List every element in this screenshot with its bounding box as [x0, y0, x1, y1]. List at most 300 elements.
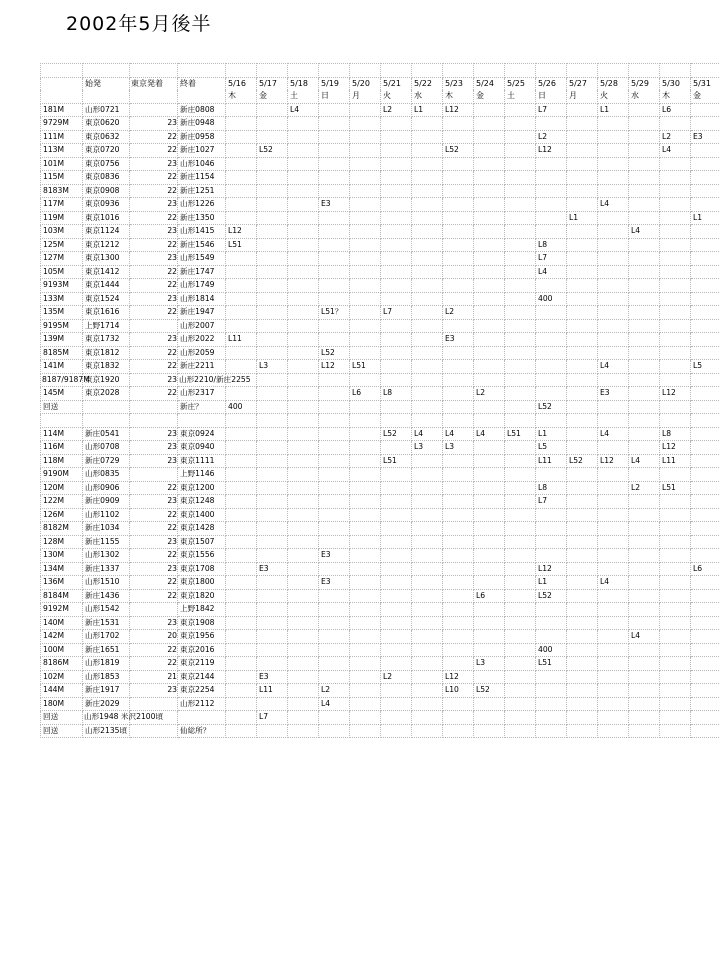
- assignment-cell: [567, 292, 598, 306]
- header-date: 5/23: [443, 77, 474, 90]
- origin: 山形1819: [83, 657, 130, 671]
- assignment-cell: [412, 643, 443, 657]
- assignment-cell: [629, 184, 660, 198]
- assignment-cell: [505, 549, 536, 563]
- assignment-cell: [691, 630, 719, 644]
- assignment-cell: [474, 117, 505, 131]
- header-weekday: 木: [443, 90, 474, 103]
- assignment-cell: [474, 184, 505, 198]
- table-row: [41, 549, 719, 563]
- header-date: 5/16: [226, 77, 257, 90]
- tokyo-track: 23: [130, 562, 178, 576]
- assignment-cell: [288, 319, 319, 333]
- blank-cell: [412, 64, 443, 78]
- assignment-cell: [226, 387, 257, 401]
- assignment-cell: [691, 400, 719, 414]
- assignment-cell: [443, 238, 474, 252]
- assignment-cell: [381, 630, 412, 644]
- assignment-cell: [691, 225, 719, 239]
- tokyo-track: 23: [130, 117, 178, 131]
- assignment-cell: [226, 630, 257, 644]
- header-weekday: 月: [350, 90, 381, 103]
- assignment-cell: [567, 562, 598, 576]
- assignment-cell: [319, 468, 350, 482]
- assignment-cell: [443, 184, 474, 198]
- table-row: [41, 225, 719, 239]
- assignment-cell: [629, 265, 660, 279]
- assignment-cell: [443, 292, 474, 306]
- header-weekday: 金: [691, 90, 719, 103]
- assignment-cell: [350, 211, 381, 225]
- assignment-cell: [505, 670, 536, 684]
- assignment-cell: [381, 117, 412, 131]
- assignment-cell: [443, 387, 474, 401]
- assignment-cell: [474, 643, 505, 657]
- assignment-cell: L10: [443, 684, 474, 698]
- assignment-cell: [629, 589, 660, 603]
- assignment-cell: [691, 441, 719, 455]
- assignment-cell: [350, 292, 381, 306]
- assignment-cell: [505, 522, 536, 536]
- assignment-cell: [443, 697, 474, 711]
- train-number: 128M: [41, 535, 83, 549]
- assignment-cell: [567, 535, 598, 549]
- assignment-cell: [474, 265, 505, 279]
- assignment-cell: L51: [350, 360, 381, 374]
- assignment-cell: [598, 522, 629, 536]
- assignment-cell: [474, 724, 505, 738]
- assignment-cell: [319, 522, 350, 536]
- assignment-cell: [598, 697, 629, 711]
- assignment-cell: [319, 130, 350, 144]
- assignment-cell: [288, 387, 319, 401]
- assignment-cell: [412, 360, 443, 374]
- assignment-cell: [257, 603, 288, 617]
- train-number: 105M: [41, 265, 83, 279]
- weekday-row: [41, 90, 719, 103]
- assignment-cell: [567, 252, 598, 266]
- assignment-cell: [319, 508, 350, 522]
- assignment-cell: [567, 711, 598, 725]
- assignment-cell: [474, 576, 505, 590]
- origin: 山形1702: [83, 630, 130, 644]
- assignment-cell: [412, 333, 443, 347]
- assignment-cell: [226, 117, 257, 131]
- assignment-cell: [288, 225, 319, 239]
- assignment-cell: [226, 252, 257, 266]
- origin: 山形2135頃: [83, 724, 130, 738]
- assignment-cell: [226, 576, 257, 590]
- tokyo-track: 23: [130, 535, 178, 549]
- assignment-cell: [567, 198, 598, 212]
- header-row: [41, 77, 719, 90]
- origin: 東京0632: [83, 130, 130, 144]
- assignment-cell: [381, 562, 412, 576]
- schedule-table: [40, 63, 719, 738]
- origin: 東京1524: [83, 292, 130, 306]
- assignment-cell: [226, 211, 257, 225]
- train-number: 114M: [41, 427, 83, 441]
- assignment-cell: L12: [443, 670, 474, 684]
- assignment-cell: [660, 117, 691, 131]
- table-row: [41, 535, 719, 549]
- assignment-cell: [691, 657, 719, 671]
- table-row: [41, 279, 719, 293]
- assignment-cell: [350, 643, 381, 657]
- assignment-cell: [226, 103, 257, 117]
- assignment-cell: [505, 441, 536, 455]
- assignment-cell: [660, 522, 691, 536]
- assignment-cell: [288, 495, 319, 509]
- assignment-cell: [226, 319, 257, 333]
- assignment-cell: [567, 130, 598, 144]
- train-number: 135M: [41, 306, 83, 320]
- train-number: 139M: [41, 333, 83, 347]
- assignment-cell: [691, 711, 719, 725]
- blank-cell: [691, 414, 719, 428]
- tokyo-track: 22: [130, 306, 178, 320]
- destination: 東京1507: [178, 535, 226, 549]
- table-row: [41, 724, 719, 738]
- origin: 新庄1155: [83, 535, 130, 549]
- destination: 新庄0958: [178, 130, 226, 144]
- assignment-cell: [412, 562, 443, 576]
- table-row: [41, 481, 719, 495]
- assignment-cell: [288, 373, 319, 387]
- assignment-cell: L8: [536, 481, 567, 495]
- assignment-cell: [536, 306, 567, 320]
- destination: 山形2317: [178, 387, 226, 401]
- assignment-cell: [319, 265, 350, 279]
- destination: 新庄0808: [178, 103, 226, 117]
- assignment-cell: [350, 576, 381, 590]
- table-row: [41, 616, 719, 630]
- assignment-cell: [226, 468, 257, 482]
- blank-cell: [660, 64, 691, 78]
- header-date: 5/19: [319, 77, 350, 90]
- origin: 山形1948 米沢2100頃: [83, 711, 130, 725]
- assignment-cell: [536, 697, 567, 711]
- assignment-cell: [474, 198, 505, 212]
- destination: 山形2210/新庄2255: [178, 373, 226, 387]
- assignment-cell: [629, 400, 660, 414]
- destination: 東京1400: [178, 508, 226, 522]
- assignment-cell: [288, 576, 319, 590]
- assignment-cell: [505, 589, 536, 603]
- tokyo-track: 22: [130, 481, 178, 495]
- table-row: [41, 454, 719, 468]
- assignment-cell: L3: [412, 441, 443, 455]
- train-number: 126M: [41, 508, 83, 522]
- assignment-cell: [288, 144, 319, 158]
- assignment-cell: [629, 711, 660, 725]
- assignment-cell: [598, 238, 629, 252]
- assignment-cell: [567, 441, 598, 455]
- assignment-cell: [350, 724, 381, 738]
- origin: 山形0721: [83, 103, 130, 117]
- assignment-cell: [505, 481, 536, 495]
- blank-cell: [474, 64, 505, 78]
- assignment-cell: [443, 346, 474, 360]
- train-number: 118M: [41, 454, 83, 468]
- assignment-cell: [319, 589, 350, 603]
- assignment-cell: [691, 171, 719, 185]
- assignment-cell: [629, 657, 660, 671]
- assignment-cell: [381, 508, 412, 522]
- assignment-cell: [412, 211, 443, 225]
- assignment-cell: L7: [536, 103, 567, 117]
- assignment-cell: L3: [443, 441, 474, 455]
- assignment-cell: L4: [598, 576, 629, 590]
- assignment-cell: [629, 670, 660, 684]
- assignment-cell: [536, 630, 567, 644]
- origin: 新庄0909: [83, 495, 130, 509]
- table-row: [41, 265, 719, 279]
- assignment-cell: [505, 697, 536, 711]
- destination: 東京2119: [178, 657, 226, 671]
- assignment-cell: [505, 319, 536, 333]
- assignment-cell: [536, 724, 567, 738]
- assignment-cell: [319, 103, 350, 117]
- tokyo-track: 22: [130, 360, 178, 374]
- assignment-cell: [598, 171, 629, 185]
- train-number: 8182M: [41, 522, 83, 536]
- header-date: 5/26: [536, 77, 567, 90]
- assignment-cell: [567, 522, 598, 536]
- assignment-cell: [412, 171, 443, 185]
- blank-cell: [567, 414, 598, 428]
- assignment-cell: [598, 319, 629, 333]
- assignment-cell: [288, 589, 319, 603]
- assignment-cell: [381, 697, 412, 711]
- assignment-cell: [598, 373, 629, 387]
- assignment-cell: [226, 144, 257, 158]
- header-date: 5/22: [412, 77, 443, 90]
- assignment-cell: [381, 184, 412, 198]
- destination: 東京1800: [178, 576, 226, 590]
- assignment-cell: [691, 198, 719, 212]
- assignment-cell: [691, 454, 719, 468]
- tokyo-track: 22: [130, 171, 178, 185]
- assignment-cell: L4: [629, 225, 660, 239]
- header-weekday: 水: [629, 90, 660, 103]
- origin: 東京1732: [83, 333, 130, 347]
- destination: 東京1248: [178, 495, 226, 509]
- header-weekday: 日: [319, 90, 350, 103]
- origin: 新庄0541: [83, 427, 130, 441]
- assignment-cell: L52: [319, 346, 350, 360]
- blank-cell: [474, 414, 505, 428]
- assignment-cell: [660, 495, 691, 509]
- assignment-cell: L4: [660, 144, 691, 158]
- train-number: 回送: [41, 724, 83, 738]
- assignment-cell: [474, 468, 505, 482]
- assignment-cell: [226, 711, 257, 725]
- assignment-cell: L1: [598, 103, 629, 117]
- assignment-cell: [660, 360, 691, 374]
- destination: 山形1415: [178, 225, 226, 239]
- assignment-cell: [629, 171, 660, 185]
- assignment-cell: [691, 144, 719, 158]
- assignment-cell: [381, 724, 412, 738]
- destination: 山形1749: [178, 279, 226, 293]
- assignment-cell: [412, 400, 443, 414]
- assignment-cell: [505, 306, 536, 320]
- destination: 山形1226: [178, 198, 226, 212]
- assignment-cell: L2: [536, 130, 567, 144]
- assignment-cell: [288, 630, 319, 644]
- assignment-cell: [474, 549, 505, 563]
- assignment-cell: [598, 630, 629, 644]
- assignment-cell: [350, 549, 381, 563]
- assignment-cell: [226, 589, 257, 603]
- assignment-cell: [474, 279, 505, 293]
- assignment-cell: [226, 616, 257, 630]
- assignment-cell: [443, 117, 474, 131]
- assignment-cell: [567, 630, 598, 644]
- assignment-cell: [226, 427, 257, 441]
- assignment-cell: [319, 427, 350, 441]
- assignment-cell: [536, 360, 567, 374]
- destination: 山形1046: [178, 157, 226, 171]
- assignment-cell: [319, 238, 350, 252]
- assignment-cell: [319, 157, 350, 171]
- assignment-cell: L12: [598, 454, 629, 468]
- header-weekday: 火: [598, 90, 629, 103]
- assignment-cell: [567, 346, 598, 360]
- destination: 上野1146: [178, 468, 226, 482]
- train-number: 180M: [41, 697, 83, 711]
- assignment-cell: [536, 184, 567, 198]
- assignment-cell: [474, 562, 505, 576]
- blank-cell: [567, 64, 598, 78]
- assignment-cell: [629, 346, 660, 360]
- assignment-cell: [319, 184, 350, 198]
- assignment-cell: [660, 468, 691, 482]
- train-number: 8186M: [41, 657, 83, 671]
- assignment-cell: [350, 103, 381, 117]
- table-row: [41, 333, 719, 347]
- assignment-cell: [474, 225, 505, 239]
- assignment-cell: [536, 535, 567, 549]
- assignment-cell: L52: [536, 400, 567, 414]
- assignment-cell: [226, 184, 257, 198]
- header-weekday: 日: [536, 90, 567, 103]
- assignment-cell: [443, 157, 474, 171]
- assignment-cell: 400: [536, 292, 567, 306]
- assignment-cell: [474, 454, 505, 468]
- assignment-cell: [443, 373, 474, 387]
- assignment-cell: [319, 630, 350, 644]
- blank-cell: [443, 64, 474, 78]
- assignment-cell: [443, 630, 474, 644]
- assignment-cell: [257, 643, 288, 657]
- assignment-cell: [381, 495, 412, 509]
- assignment-cell: L52: [381, 427, 412, 441]
- tokyo-track: 23: [130, 225, 178, 239]
- assignment-cell: E3: [598, 387, 629, 401]
- assignment-cell: [598, 441, 629, 455]
- assignment-cell: [257, 130, 288, 144]
- tokyo-track: 22: [130, 508, 178, 522]
- assignment-cell: [691, 306, 719, 320]
- assignment-cell: [598, 468, 629, 482]
- train-number: 181M: [41, 103, 83, 117]
- assignment-cell: [505, 468, 536, 482]
- assignment-cell: [350, 238, 381, 252]
- assignment-cell: [567, 603, 598, 617]
- header-end: 終着: [178, 77, 226, 90]
- assignment-cell: L4: [598, 198, 629, 212]
- assignment-cell: [567, 643, 598, 657]
- assignment-cell: [350, 508, 381, 522]
- blank-cell: [350, 414, 381, 428]
- assignment-cell: [660, 171, 691, 185]
- assignment-cell: [505, 265, 536, 279]
- assignment-cell: L52: [567, 454, 598, 468]
- assignment-cell: [505, 630, 536, 644]
- assignment-cell: [660, 603, 691, 617]
- assignment-cell: L1: [412, 103, 443, 117]
- assignment-cell: [412, 184, 443, 198]
- assignment-cell: [443, 171, 474, 185]
- assignment-cell: [691, 373, 719, 387]
- assignment-cell: [443, 252, 474, 266]
- assignment-cell: [288, 252, 319, 266]
- assignment-cell: [350, 711, 381, 725]
- blank-cell: [412, 414, 443, 428]
- assignment-cell: [691, 468, 719, 482]
- assignment-cell: [319, 603, 350, 617]
- assignment-cell: [288, 265, 319, 279]
- train-number: 9193M: [41, 279, 83, 293]
- assignment-cell: [691, 265, 719, 279]
- header-weekday: 月: [567, 90, 598, 103]
- assignment-cell: [381, 400, 412, 414]
- assignment-cell: [660, 697, 691, 711]
- destination: 新庄1251: [178, 184, 226, 198]
- assignment-cell: [443, 130, 474, 144]
- assignment-cell: [474, 238, 505, 252]
- assignment-cell: [350, 441, 381, 455]
- destination: 上野1842: [178, 603, 226, 617]
- tokyo-track: 23: [130, 495, 178, 509]
- train-number: 9195M: [41, 319, 83, 333]
- assignment-cell: [691, 589, 719, 603]
- assignment-cell: 400: [226, 400, 257, 414]
- assignment-cell: [629, 211, 660, 225]
- assignment-cell: [257, 697, 288, 711]
- assignment-cell: [536, 279, 567, 293]
- blank-cell: [319, 64, 350, 78]
- assignment-cell: L12: [226, 225, 257, 239]
- assignment-cell: [257, 319, 288, 333]
- assignment-cell: [443, 454, 474, 468]
- assignment-cell: [381, 211, 412, 225]
- origin: 山形1510: [83, 576, 130, 590]
- tokyo-track: 22: [130, 184, 178, 198]
- assignment-cell: L1: [536, 427, 567, 441]
- assignment-cell: [257, 211, 288, 225]
- assignment-cell: [598, 616, 629, 630]
- assignment-cell: [257, 589, 288, 603]
- assignment-cell: [350, 522, 381, 536]
- assignment-cell: [474, 603, 505, 617]
- assignment-cell: [381, 144, 412, 158]
- tokyo-track: [130, 697, 178, 711]
- assignment-cell: [691, 508, 719, 522]
- origin: 新庄1337: [83, 562, 130, 576]
